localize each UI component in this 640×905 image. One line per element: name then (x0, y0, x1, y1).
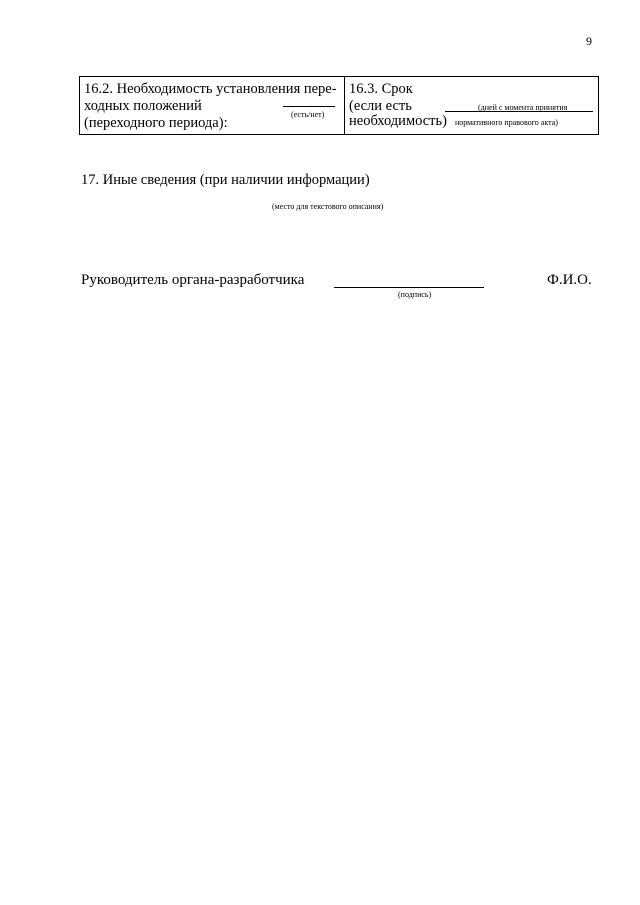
signature-line[interactable] (334, 287, 484, 288)
transition-necessity-line1: 16.2. Необходимость установления пере- (84, 81, 337, 97)
transition-term-hint-line1: (дней с момента принятия (478, 103, 568, 112)
transition-term-line3: необходимость) (349, 113, 447, 129)
other-info-title: 17. Иные сведения (при наличии информации) (81, 172, 370, 188)
transition-term-hint-line2: нормативного правового акта) (455, 118, 558, 127)
transition-necessity-line3: (переходного периода): (84, 115, 228, 131)
transition-term-cell (345, 77, 598, 134)
signer-name: Ф.И.О. (547, 272, 592, 288)
signature-hint: (подпись) (398, 290, 432, 299)
transition-term-line1: 16.3. Срок (349, 81, 413, 97)
transition-necessity-line2: ходных положений (84, 98, 202, 114)
other-info-hint: (место для текстового описания) (272, 202, 384, 211)
transition-table (79, 76, 599, 135)
page-number: 9 (586, 34, 592, 48)
transition-term-line2: (если есть (349, 98, 412, 114)
transition-answer-line[interactable] (283, 106, 335, 107)
transition-answer-hint: (есть/нет) (291, 110, 325, 119)
signer-title: Руководитель органа-разработчика (81, 272, 305, 288)
transition-necessity-cell (80, 77, 345, 134)
